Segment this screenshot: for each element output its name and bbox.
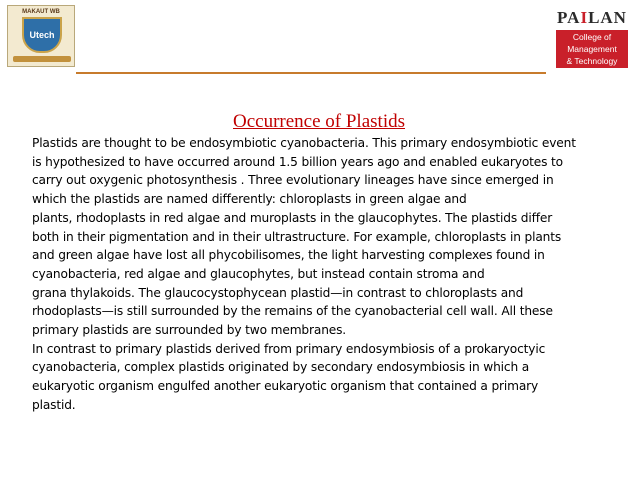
utech-logo-top-text: MAKAUT WB bbox=[22, 9, 60, 15]
slide-body bbox=[32, 134, 632, 415]
pailan-box-line: Management bbox=[567, 44, 617, 54]
body-line: grana thylakoids. The glaucocystophycean plastid—in contrast to chloroplasts and bbox=[32, 285, 524, 300]
body-line: cyanobacteria, complex plastids originated by secondary endosymbiosis in which a bbox=[32, 360, 530, 375]
pailan-college-box bbox=[556, 30, 628, 68]
pailan-word-part-1: PA bbox=[557, 8, 581, 27]
pailan-wordmark bbox=[552, 8, 632, 28]
pailan-box-line: College of bbox=[572, 32, 612, 42]
body-line: Plastids are thought to be endosymbiotic cyanobacteria. This primary endosymbiotic event bbox=[32, 136, 576, 150]
body-line: eukaryotic organism engulfed another eukaryotic organism that contained a primary bbox=[32, 379, 539, 394]
body-line: cyanobacteria, red algae and glaucophytes, but instead contain stroma and bbox=[32, 266, 485, 281]
pailan-word-part-3: LAN bbox=[588, 8, 627, 27]
body-line: plastid. bbox=[32, 397, 76, 412]
utech-logo-name: Utech bbox=[29, 30, 55, 40]
utech-logo bbox=[7, 5, 75, 67]
utech-shield-icon bbox=[22, 17, 62, 53]
slide-header bbox=[0, 0, 638, 78]
body-line: is hypothesized to have occurred around 1.5 billion years ago and enabled eukaryotes to bbox=[32, 154, 563, 169]
body-line: primary plastids are surrounded by two membranes. bbox=[32, 323, 347, 338]
body-line: which the plastids are named differently: chloroplasts in green algae and bbox=[32, 192, 467, 207]
body-line: both in their pigmentation and in their ultrastructure. For example, chloroplasts in plants bbox=[32, 229, 562, 244]
utech-ribbon-icon bbox=[13, 56, 71, 62]
pailan-word-part-2: I bbox=[580, 8, 589, 27]
body-line: carry out oxygenic photosynthesis . Three evolutionary lineages have since emerged in bbox=[32, 173, 554, 188]
pailan-logo bbox=[552, 8, 632, 70]
header-divider bbox=[76, 72, 546, 74]
body-line: rhodoplasts—is still surrounded by the remains of the cyanobacterial cell wall. All these bbox=[32, 304, 553, 319]
body-line: In contrast to primary plastids derived from primary endosymbiosis of a prokaryoctyic bbox=[32, 341, 546, 356]
body-line: plants, rhodoplasts in red algae and muroplasts in the glaucophytes. The plastids differ bbox=[32, 210, 553, 225]
body-line: and green algae have lost all phycobilisomes, the light harvesting complexes found in bbox=[32, 248, 545, 263]
pailan-box-line: & Technology bbox=[566, 56, 618, 66]
slide-title: Occurrence of Plastids bbox=[233, 111, 405, 132]
